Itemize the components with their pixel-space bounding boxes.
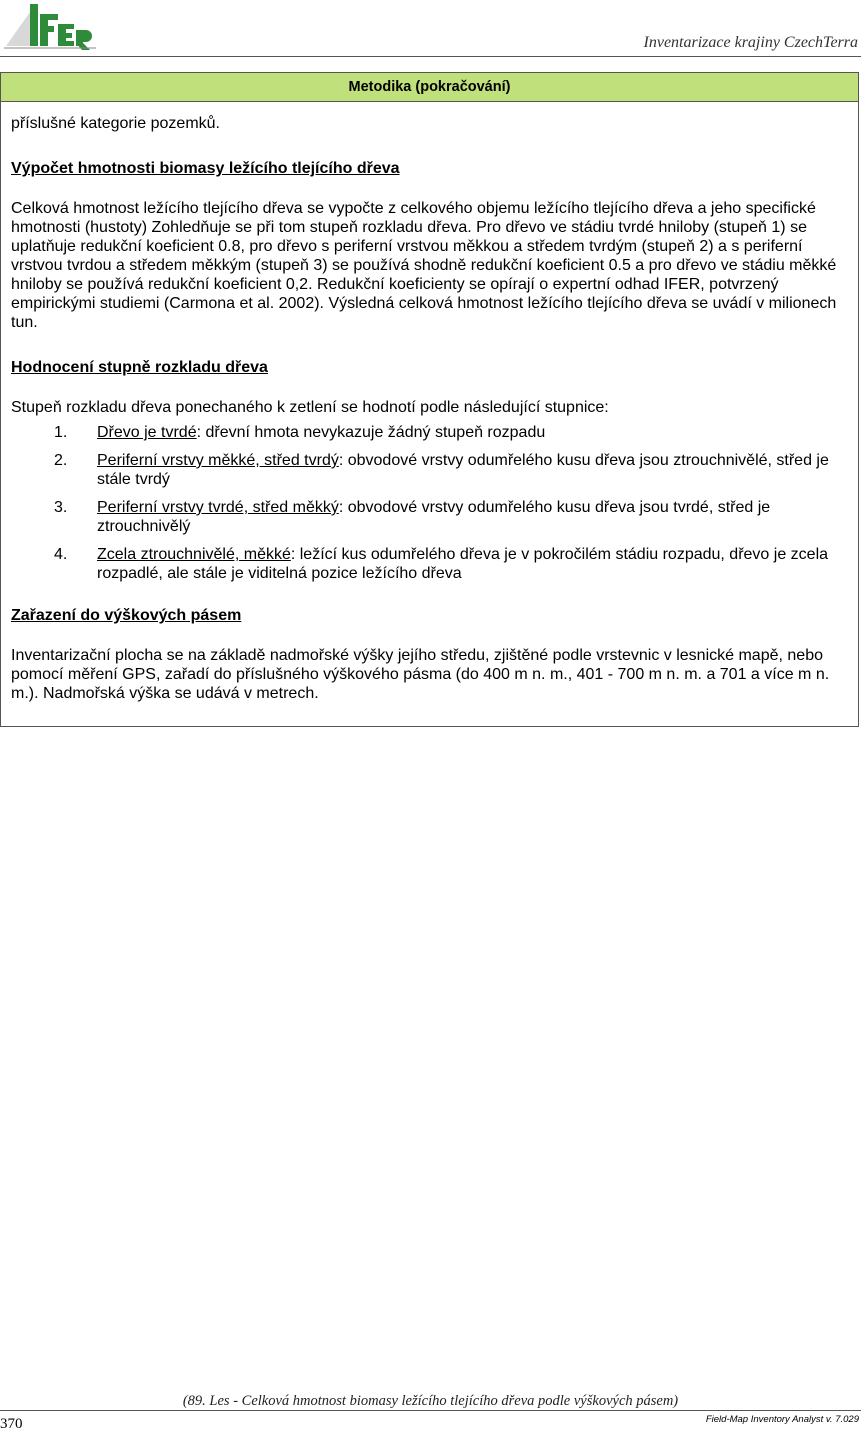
intro-fragment: příslušné kategorie pozemků. [11, 115, 220, 132]
list-item-number: 1. [54, 424, 68, 441]
document-title: Inventarizace krajiny CzechTerra [643, 34, 858, 51]
figure-caption: (89. Les - Celková hmotnost biomasy ležícího tlejícího dřeva podle výškových pásem) [182, 1393, 679, 1409]
footer-divider [0, 1410, 861, 1411]
list-item-term: Periferní vrstvy měkké, střed tvrdý [97, 452, 339, 469]
software-version: Field-Map Inventory Analyst v. 7.029 [705, 1414, 859, 1425]
list-item-description: : ležící kus odumřelého dřeva je v pokročilém stádiu rozpadu, dřevo je zcela rozpadlé, ale stále je viditelná pozice ležícího dřeva [97, 546, 829, 582]
heading-altitude-zones: Zařazení do výškových pásem [11, 607, 242, 624]
list-item-term: Zcela ztrouchnivělé, měkké [97, 546, 291, 563]
list-item-term: Dřevo je tvrdé [97, 424, 197, 441]
list-item-number: 2. [54, 452, 68, 469]
decay-scale-list [11, 423, 848, 583]
list-item [11, 545, 848, 583]
paragraph-altitude-zones: Inventarizační plocha se na základě nadmořské výšky jejího středu, zjištěné podle vrstevnic v lesnické mapě, nebo pomocí měření GPS, zařadí do příslušného výškového pásma (do 400 m n. m., 401 - 700 m n. m. a 701 a více m n. m.). Nadmořská výška se udává v metrech. [11, 647, 830, 702]
list-item [11, 498, 848, 536]
decay-scale-lead: Stupeň rozkladu dřeva ponechaného k zetlení se hodnotí podle následující stupnice: [11, 399, 609, 416]
page-number: 370 [0, 1416, 23, 1432]
section-title: Metodika (pokračování) [1, 73, 858, 102]
heading-decay-assessment: Hodnocení stupně rozkladu dřeva [11, 359, 268, 376]
list-item [11, 451, 848, 489]
list-item-term: Periferní vrstvy tvrdé, střed měkký [97, 499, 339, 516]
header-divider [0, 56, 861, 57]
section-body [1, 102, 858, 703]
heading-biomass-calculation: Výpočet hmotnosti biomasy ležícího tlejícího dřeva [11, 160, 400, 177]
list-item-description: : obvodové vrstvy odumřelého kusu dřeva jsou ztrouchnivělé, střed je stále tvrdý [97, 452, 829, 488]
list-item-number: 3. [54, 499, 68, 516]
list-item-description: : obvodové vrstvy odumřelého kusu dřeva jsou tvrdé, střed je ztrouchnivělý [97, 499, 771, 535]
list-item-description: : dřevní hmota nevykazuje žádný stupeň rozpadu [196, 424, 546, 441]
list-item-number: 4. [54, 546, 68, 563]
ifer-logo [4, 2, 96, 52]
list-item [11, 423, 848, 442]
paragraph-biomass-calculation: Celková hmotnost ležícího tlejícího dřeva se vypočte z celkového objemu ležícího tlejícího dřeva a jeho specifické hmotnosti (hustoty) Zohledňuje se při tom stupeň rozkladu dřeva. Pro dřevo ve stádiu tvrdé hniloby (stupeň 1) se uplatňuje redukční koeficient 0.8, pro dřevo s periferní vrstvou měkkou a středem tvrdým (stupeň 2) a s periferní vrstvou tvrdou a středem měkkým (stupeň 3) se používá shodně redukční koeficient 0.5 a pro dřevo ve stádiu měkké hniloby se používá redukční koeficient 0,2. Redukční koeficienty se opírají o expertní odhad IFER, potvrzený empirickými studiemi (Carmona et al. 2002). Výsledná celková hmotnost ležícího tlejícího dřeva se uvádí v milionech tun. [11, 200, 837, 331]
methodology-box [0, 72, 859, 727]
